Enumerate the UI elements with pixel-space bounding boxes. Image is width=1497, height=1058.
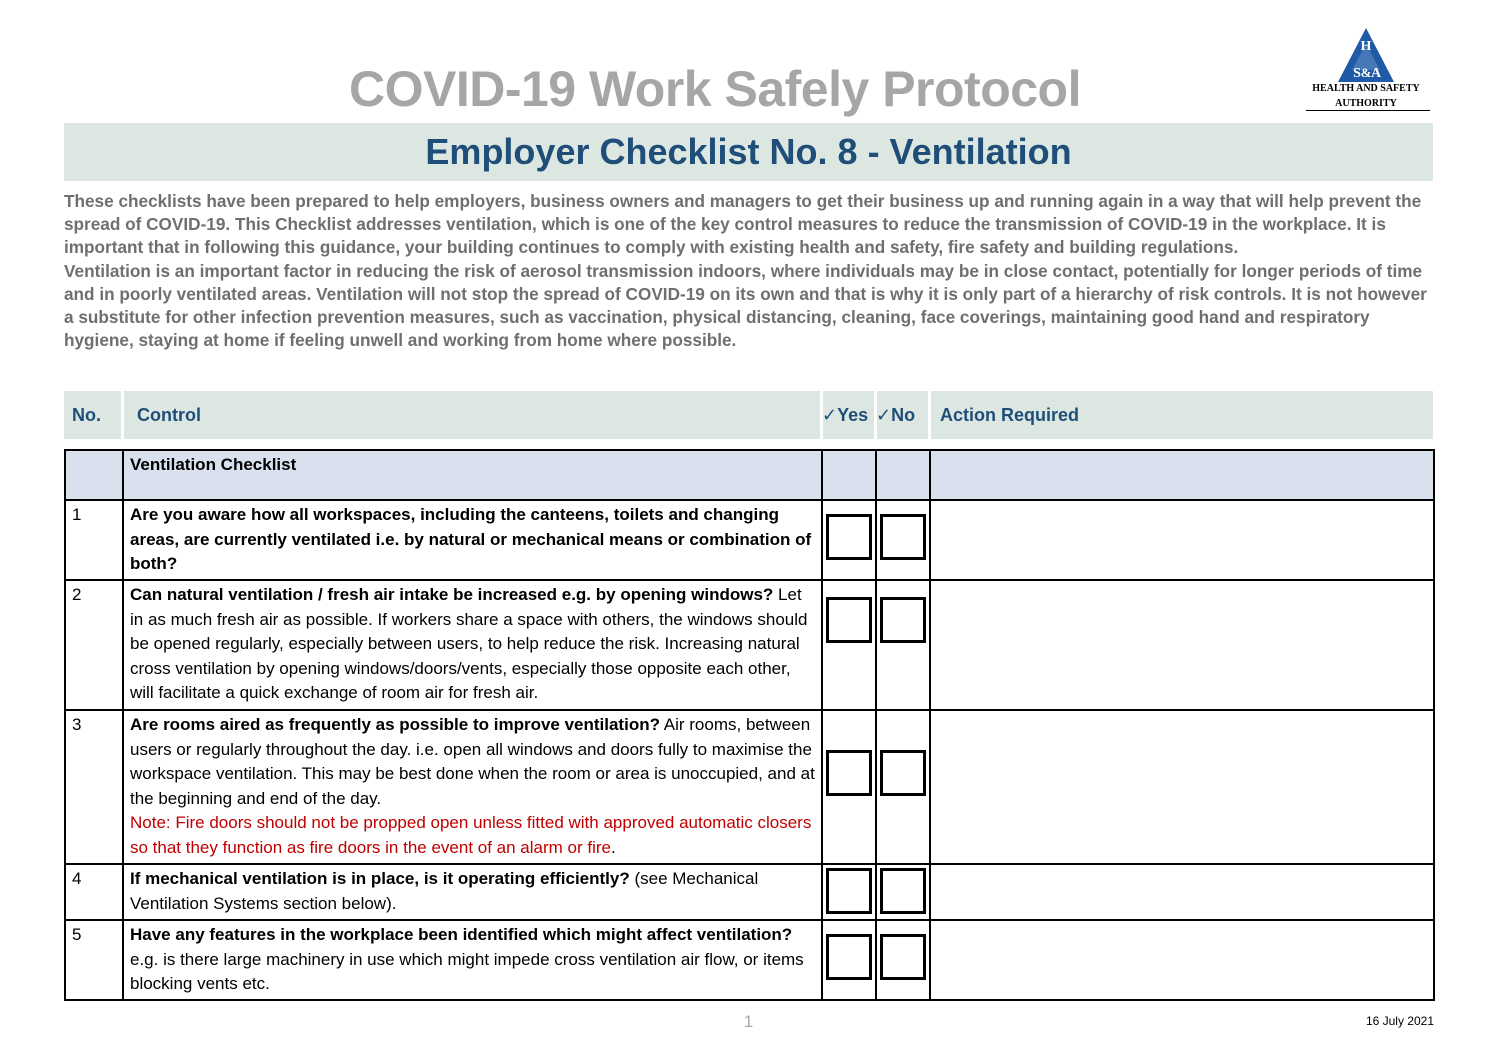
- action-required-field[interactable]: [930, 710, 1434, 864]
- header-no-answer: ✓No: [876, 405, 916, 425]
- svg-text:S: S: [1353, 66, 1361, 81]
- header-yes: ✓Yes: [822, 405, 869, 425]
- yes-cell: [822, 500, 876, 580]
- document-date: 16 July 2021: [1365, 1014, 1434, 1028]
- header-control: Control: [137, 405, 201, 425]
- row-guidance: e.g. is there large machinery in use which might impede cross ventilation air flow, or items blocking vents etc.: [130, 949, 804, 993]
- row-control: [123, 500, 822, 580]
- hsa-logo: [1298, 26, 1434, 114]
- section-title: Ventilation Checklist: [123, 450, 822, 500]
- intro-paragraph-1: These checklists have been prepared to help employers, business owners and managers to get their business up and running again in a way that will help prevent the spread of COVID-19. This Checklist addresses ventilation, which is one of the key control measures to reduce the transmission of COVID-19 in the workplace. It is important that in following this guidance, your building continues to comply with existing health and safety, fire safety and building regulations.: [64, 191, 1422, 258]
- yes-cell: [822, 920, 876, 1000]
- action-required-field[interactable]: [930, 500, 1434, 580]
- section-row: [65, 450, 1434, 500]
- row-control: [123, 710, 822, 864]
- row-number: 4: [65, 864, 123, 920]
- header-divider: [121, 391, 124, 439]
- yes-checkbox[interactable]: [826, 934, 872, 980]
- row-control: [123, 920, 822, 1000]
- svg-text:H: H: [1360, 39, 1372, 54]
- row-guidance: Air rooms, between users or regularly throughout the day. i.e. open all windows and doors fully to maximise the workspace ventilation. This may be best done when the room or area is unoccupied, and at the beginning and end of the day.: [130, 715, 815, 808]
- logo-text-line2: AUTHORITY: [1335, 98, 1397, 109]
- no-checkbox[interactable]: [880, 750, 926, 796]
- no-cell: [876, 920, 930, 1000]
- header-action: Action Required: [940, 405, 1080, 425]
- action-required-field[interactable]: [930, 864, 1434, 920]
- table-header: [64, 391, 1433, 439]
- row-number: 2: [65, 580, 123, 710]
- section-no-answer-cell: [876, 450, 930, 500]
- intro-text: [64, 190, 1436, 352]
- action-required-field[interactable]: [930, 920, 1434, 1000]
- row-question: If mechanical ventilation is in place, is it operating efficiently?: [130, 869, 630, 888]
- no-cell: [876, 864, 930, 920]
- row-guidance: Let in as much fresh air as possible. If workers share a space with others, the windows should be opened regularly, especially between users, to help reduce the risk. Increasing natural cross ventilation by opening windows/doors/vents, especially those opposite each other, will facilitate a quick exchange of room air for fresh air.: [130, 585, 808, 702]
- row-control: [123, 580, 822, 710]
- no-cell: [876, 710, 930, 864]
- fire-door-note-end: .: [610, 837, 616, 857]
- no-checkbox[interactable]: [880, 868, 926, 914]
- row-question: Can natural ventilation / fresh air intake be increased e.g. by opening windows?: [130, 585, 774, 604]
- logo-text-line1: HEALTH AND SAFETY: [1312, 83, 1420, 94]
- no-checkbox[interactable]: [880, 597, 926, 643]
- row-number: 1: [65, 500, 123, 580]
- table-row: [65, 710, 1434, 864]
- section-action-cell: [930, 450, 1434, 500]
- action-required-field[interactable]: [930, 580, 1434, 710]
- header-no: No.: [72, 405, 101, 425]
- yes-checkbox[interactable]: [826, 868, 872, 914]
- row-question: Are you aware how all workspaces, including the canteens, toilets and changing areas, are currently ventilated i.e. by natural or mechanical means or combination of both?: [130, 505, 812, 573]
- yes-checkbox[interactable]: [826, 750, 872, 796]
- row-number: 3: [65, 710, 123, 864]
- row-guidance: (see Mechanical Ventilation Systems section below).: [130, 869, 759, 913]
- intro-paragraph-2: Ventilation is an important factor in reducing the risk of aerosol transmission indoors, where individuals may be in close contact, potentially for longer periods of time and in poorly ventilated areas. Ventilation will not stop the spread of COVID-19 on its own and that is why it is only part of a hierarchy of risk controls. It is not however a substitute for other infection prevention measures, such as vaccination, physical distancing, cleaning, face coverings, maintaining good hand and respiratory hygiene, staying at home if feeling unwell and working from home where possible.: [64, 260, 1427, 351]
- yes-cell: [822, 580, 876, 710]
- no-cell: [876, 580, 930, 710]
- logo-underline: [1306, 110, 1430, 111]
- ventilation-checklist-table: [64, 449, 1435, 1001]
- no-checkbox[interactable]: [880, 514, 926, 560]
- table-row: [65, 580, 1434, 710]
- hsa-triangle-icon: [1336, 26, 1396, 84]
- header-divider: [928, 391, 931, 439]
- row-question: Have any features in the workplace been identified which might affect ventilation?: [130, 925, 793, 944]
- table-row: [65, 920, 1434, 1000]
- svg-text:A: A: [1370, 66, 1382, 81]
- svg-text:&: &: [1360, 65, 1372, 80]
- yes-cell: [822, 710, 876, 864]
- section-yes-cell: [822, 450, 876, 500]
- yes-checkbox[interactable]: [826, 597, 872, 643]
- row-control: [123, 864, 822, 920]
- no-cell: [876, 500, 930, 580]
- checklist-subtitle: Employer Checklist No. 8 - Ventilation: [64, 123, 1433, 181]
- row-number: 5: [65, 920, 123, 1000]
- table-row: [65, 864, 1434, 920]
- page-number: 1: [743, 1012, 754, 1031]
- table-row: [65, 500, 1434, 580]
- page-title: COVID-19 Work Safely Protocol: [349, 61, 1081, 117]
- row-question: Are rooms aired as frequently as possible to improve ventilation?: [130, 715, 660, 734]
- yes-checkbox[interactable]: [826, 514, 872, 560]
- no-checkbox[interactable]: [880, 934, 926, 980]
- section-no-cell: [65, 450, 123, 500]
- fire-door-note: Note: Fire doors should not be propped open unless fitted with approved automatic closers so that they function as fire doors in the event of an alarm or fire: [130, 813, 812, 857]
- yes-cell: [822, 864, 876, 920]
